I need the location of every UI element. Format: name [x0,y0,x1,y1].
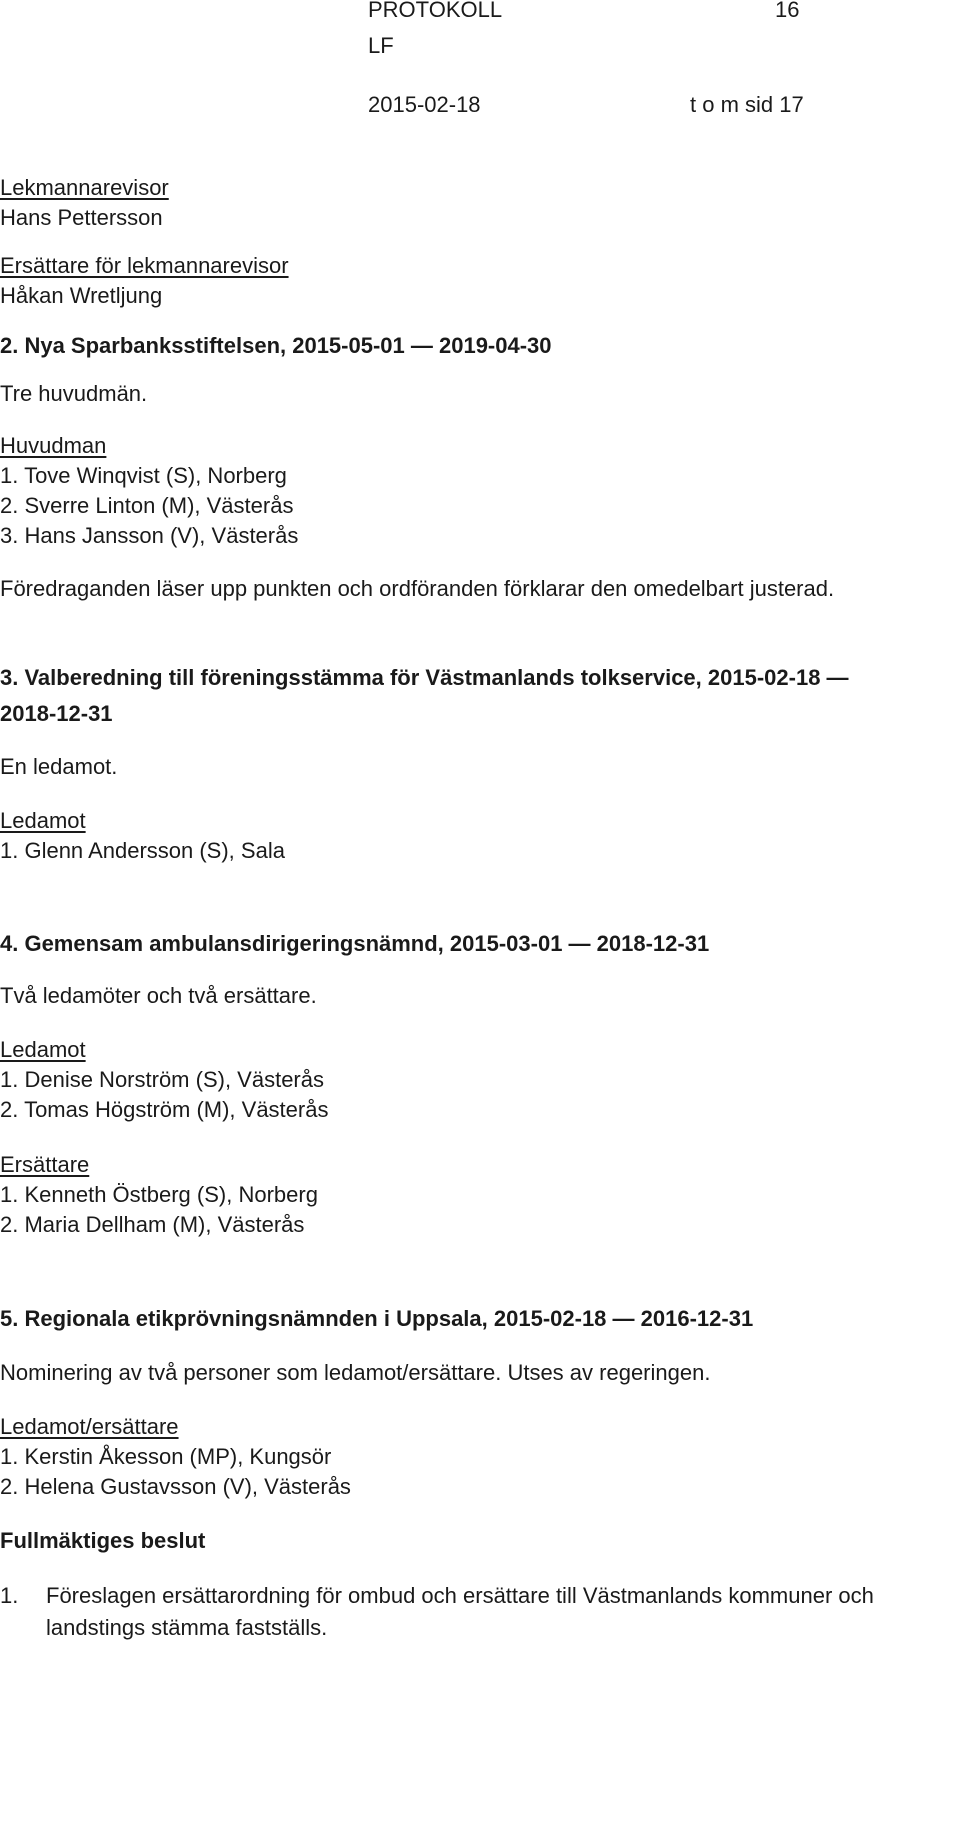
doc-date: 2015-02-18 [368,92,481,117]
item-2-heading: 2. Nya Sparbanksstiftelsen, 2015-05-01 — 2019-04-30 [0,333,552,358]
list-item: 1. Tove Winqvist (S), Norberg [0,463,287,488]
role-label: Lekmannarevisor [0,175,169,200]
decision-item-number: 1. [0,1583,19,1608]
lekmannarevisor-block [0,173,952,233]
role-label: Ledamot/ersättare [0,1414,179,1439]
item-2-intro: Tre huvudmän. [0,381,148,406]
list-item: 1. Kerstin Åkesson (MP), Kungsör [0,1444,332,1469]
list-item: 2. Maria Dellham (M), Västerås [0,1212,305,1237]
item-3-intro: En ledamot. [0,754,118,779]
document-body [0,173,952,1644]
ersattare-block [0,251,952,311]
list-item: 2. Sverre Linton (M), Västerås [0,493,294,518]
role-label: Huvudman [0,433,107,458]
item-2-members [0,431,952,551]
member-name: Hans Pettersson [0,205,163,230]
role-label: Ledamot [0,1037,86,1062]
item-4-intro: Två ledamöter och två ersättare. [0,983,317,1008]
list-item: 3. Hans Jansson (V), Västerås [0,523,299,548]
item-3-heading-line1: 3. Valberedning till föreningsstämma för Västmanlands tolkservice, 2015-02-18 — [0,665,849,690]
role-label: Ersättare [0,1152,90,1177]
item-4-ersattare [0,1150,952,1240]
member-name: Håkan Wretljung [0,283,163,308]
item-3-members [0,806,952,866]
item-4-heading: 4. Gemensam ambulansdirigeringsnämnd, 2015-03-01 — 2018-12-31 [0,931,710,956]
decision-item-text: Föreslagen ersättarordning för ombud och ersättare till Västmanlands kommuner och landstings stämma fastställs. [46,1583,874,1640]
item-5-members [0,1412,952,1502]
item-5-heading: 5. Regionala etikprövningsnämnden i Uppsala, 2015-02-18 — 2016-12-31 [0,1306,754,1331]
list-item: 2. Tomas Högström (M), Västerås [0,1097,329,1122]
list-item: 2. Helena Gustavsson (V), Västerås [0,1474,351,1499]
doc-type-label: PROTOKOLL [368,0,503,22]
page-number: 16 [775,0,800,22]
list-item: 1. Denise Norström (S), Västerås [0,1067,324,1092]
role-label: Ersättare för lekmannarevisor [0,253,289,278]
list-item: 1. Kenneth Östberg (S), Norberg [0,1182,318,1207]
org-label: LF [368,33,394,58]
item-3-heading [0,660,952,732]
item-4-ledamot [0,1035,952,1125]
decision-item [0,1580,952,1644]
item-5-intro: Nominering av två personer som ledamot/ersättare. Utses av regeringen. [0,1360,711,1385]
item-2-note: Föredraganden läser upp punkten och ordföranden förklarar den omedelbart justerad. [0,576,835,601]
decision-heading: Fullmäktiges beslut [0,1528,206,1553]
page-range: t o m sid 17 [690,92,804,117]
role-label: Ledamot [0,808,86,833]
item-3-heading-line2: 2018-12-31 [0,701,113,726]
list-item: 1. Glenn Andersson (S), Sala [0,838,285,863]
